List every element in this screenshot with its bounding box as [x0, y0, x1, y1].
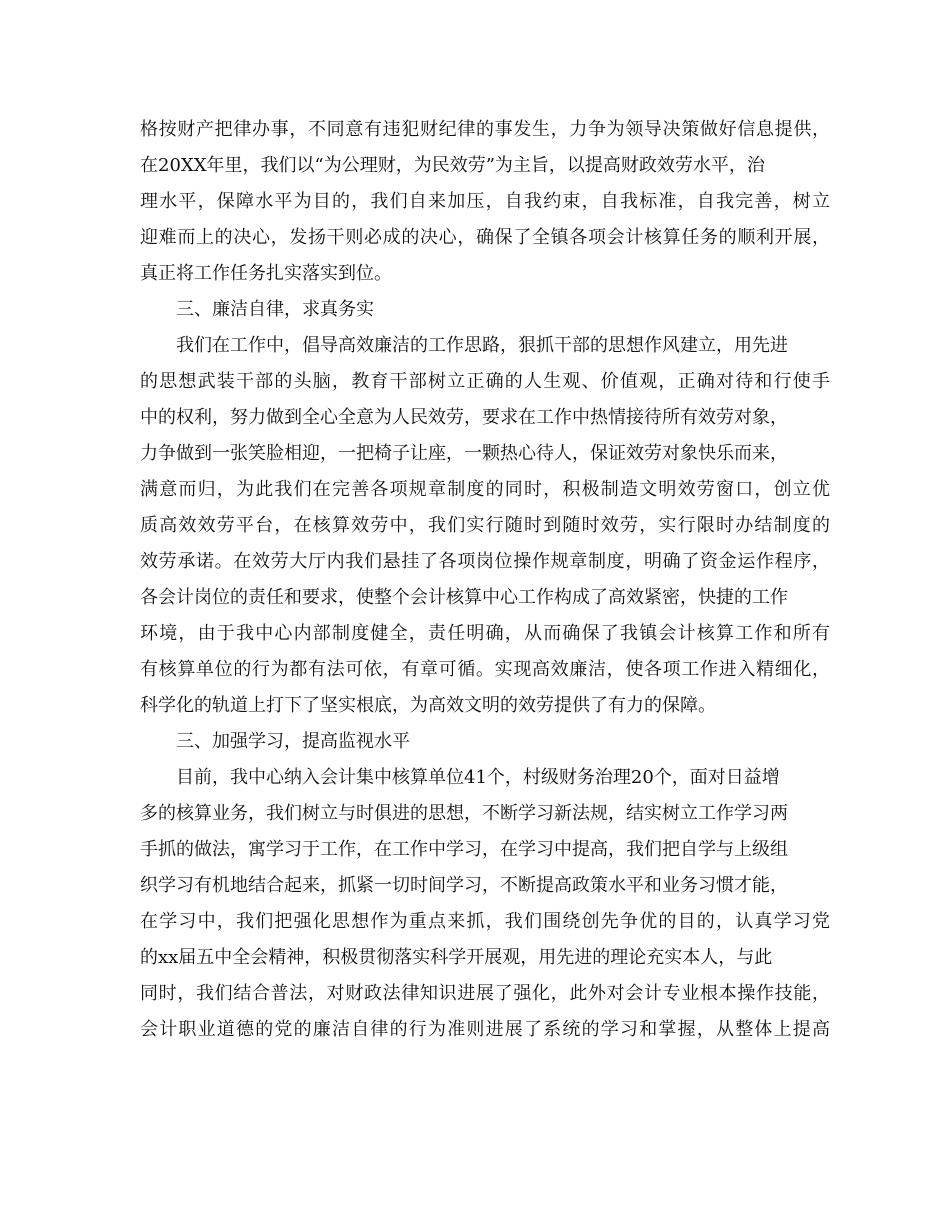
text-line: 效劳承诺。在效劳大厅内我们悬挂了各项岗位操作规章制度，明确了资金运作程序，	[140, 551, 830, 572]
text-line: 科学化的轨道上打下了坚实根底，为高效文明的效劳提供了有力的保障。	[140, 695, 716, 716]
text-line: 手抓的做法，寓学习于工作，在工作中学习，在学习中提高，我们把自学与上级组	[140, 839, 788, 860]
text-line: 迎难而上的决心，发扬干则必成的决心，确保了全镇各项会计核算任务的顺利开展，	[140, 227, 830, 248]
text-line: 中的权利，努力做到全心全意为人民效劳，要求在工作中热情接待所有效劳对象，	[140, 407, 788, 428]
text-line: 力争做到一张笑脸相迎，一把椅子让座，一颗热心待人，保证效劳对象快乐而来，	[140, 443, 788, 464]
text-line: 同时，我们结合普法，对财政法律知识进展了强化，此外对会计专业根本操作技能，	[140, 983, 830, 1004]
text-line: 满意而归，为此我们在完善各项规章制度的同时，积极制造文明效劳窗口，创立优	[140, 479, 830, 500]
text-line: 有核算单位的行为都有法可依，有章可循。实现高效廉洁，使各项工作进入精细化，	[140, 659, 830, 680]
text-line: 各会计岗位的责任和要求，使整个会计核算中心工作构成了高效紧密，快捷的工作	[140, 587, 788, 608]
text-line: 的xx届五中全会精神，积极贯彻落实科学开展观，用先进的理论充实本人，与此	[140, 947, 773, 968]
text-line: 在学习中，我们把强化思想作为重点来抓，我们围绕创先争优的目的，认真学习党	[140, 911, 830, 932]
paragraph-start: 目前，我中心纳入会计集中核算单位41个，村级财务治理20个，面对日益增	[176, 767, 780, 788]
text-line: 多的核算业务，我们树立与时俱进的思想，不断学习新法规，结实树立工作学习两	[140, 803, 788, 824]
text-line: 格按财产把律办事，不同意有违犯财纪律的事发生，力争为领导决策做好信息提供，	[140, 119, 830, 140]
text-line: 在20XX年里，我们以“为公理财，为民效劳”为主旨，以提高财政效劳水平，治	[140, 155, 765, 176]
text-line: 环境，由于我中心内部制度健全，责任明确，从而确保了我镇会计核算工作和所有	[140, 623, 830, 644]
text-line: 的思想武装干部的头脑，教育干部树立正确的人生观、价值观，正确对待和行使手	[140, 371, 830, 392]
text-line: 会计职业道德的党的廉洁自律的行为准则进展了系统的学习和掌握，从整体上提高	[140, 1019, 830, 1040]
text-line: 质高效效劳平台，在核算效劳中，我们实行随时到随时效劳，实行限时办结制度的	[140, 515, 830, 536]
text-line: 织学习有机地结合起来，抓紧一切时间学习，不断提高政策水平和业务习惯才能，	[140, 875, 788, 896]
section-heading-study: 三、加强学习，提高监视水平	[176, 731, 410, 752]
section-heading-integrity: 三、廉洁自律，求真务实	[176, 299, 374, 320]
paragraph-start: 我们在工作中，倡导高效廉洁的工作思路，狠抓干部的思想作风建立，用先进	[176, 335, 788, 356]
document-body	[140, 112, 830, 1048]
text-line: 真正将工作任务扎实落实到位。	[140, 263, 392, 284]
text-line: 理水平，保障水平为目的，我们自来加压，自我约束，自我标准，自我完善，树立	[140, 191, 830, 212]
